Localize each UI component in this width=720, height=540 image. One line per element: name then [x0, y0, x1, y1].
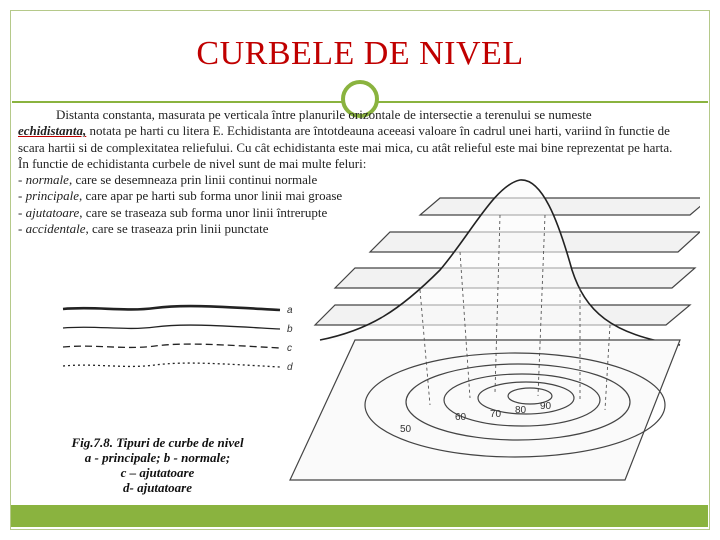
- type-desc: , care apar pe harti sub forma unor linii mai groase: [79, 188, 343, 204]
- type-desc: , care se traseaza sub forma unor linii întrerupte: [79, 204, 328, 220]
- line-sample-dotted: [63, 363, 280, 367]
- types-intro: În functie de echidistanta curbele de nivel sunt de mai multe feluri:: [18, 155, 367, 171]
- contour-label: 60: [455, 412, 467, 423]
- caption-line: c – ajutatoare: [120, 465, 195, 480]
- line-label: b: [287, 324, 293, 335]
- paragraph-rest: notata pe harti cu litera E. Echidistanta are întotdeauna aceeasi valoare în cadrul unei harti, variind în functie de scara hartii si de complexitatea reliefului. Cu cât echidistanta este mai mica, cu atât relieful este mai bine reprezentat pe harta.: [18, 123, 673, 155]
- line-label: d: [287, 362, 293, 373]
- caption-line: d- ajutatoare: [123, 480, 192, 495]
- contour-hill-figure: [280, 160, 700, 505]
- contour-label: 90: [540, 401, 552, 412]
- contour-label: 50: [400, 424, 412, 435]
- type-item: - normale, care se desemneaza prin linii continui normale: [18, 172, 318, 188]
- line-sample-normal: [63, 325, 280, 329]
- type-item: - accidentale, care se traseaza prin linii punctate: [18, 221, 269, 237]
- term-echidistanta: echidistanta,: [18, 123, 87, 139]
- type-name: normale: [25, 172, 69, 188]
- contour-label: 80: [515, 405, 527, 416]
- type-desc: , care se desemneaza prin linii continui normale: [68, 172, 318, 188]
- figure-caption: [50, 435, 265, 495]
- line-label: c: [287, 343, 292, 354]
- caption-line: Fig.7.8. Tipuri de curbe de nivel: [71, 435, 244, 450]
- type-name: principale: [25, 188, 80, 204]
- type-name: accidentale: [25, 221, 86, 237]
- cutting-plane: [420, 198, 700, 215]
- type-desc: , care se traseaza prin linii punctate: [85, 221, 269, 237]
- line-sample-principal: [63, 306, 280, 310]
- slide-title: CURBELE DE NIVEL: [196, 35, 524, 72]
- paragraph-lead: Distanta constanta, masurata pe verticala între planurile orizontale de intersectie a terenului se numeste: [56, 107, 592, 122]
- type-name: ajutatoare: [25, 204, 80, 220]
- caption-line: a - principale; b - normale;: [84, 450, 231, 465]
- type-item: - principale, care apar pe harti sub forma unor linii mai groase: [18, 188, 343, 204]
- line-sample-dashed: [63, 344, 280, 348]
- footer-strip: [11, 505, 708, 527]
- paragraph-continuation: [18, 123, 698, 156]
- line-label: a: [287, 305, 293, 316]
- line-types-figure: [55, 295, 305, 380]
- base-plane: [290, 340, 680, 480]
- type-item: - ajutatoare, care se traseaza sub forma unor linii întrerupte: [18, 204, 328, 220]
- contour-label: 70: [490, 409, 502, 420]
